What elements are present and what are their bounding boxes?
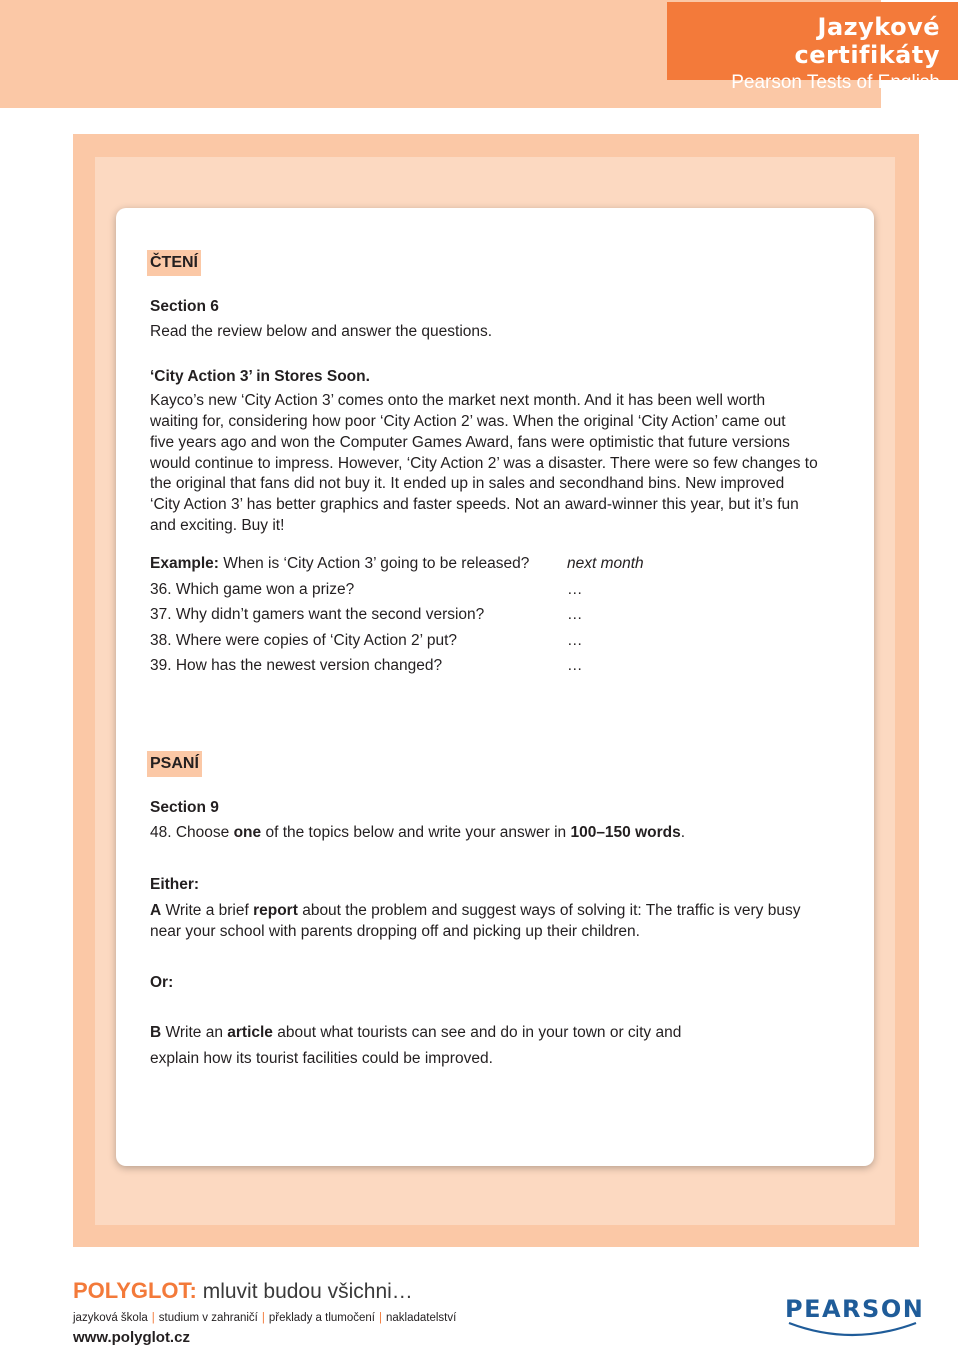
review-title: ‘City Action 3’ in Stores Soon.	[150, 368, 370, 386]
question-row	[150, 628, 850, 654]
option-b-text: Write an	[161, 1023, 228, 1041]
website-link[interactable]: www.polyglot.cz	[73, 1329, 190, 1346]
review-line: ‘City Action 3’ has better graphics and faster speeds. Not an award-winner this year, but it’s fun	[150, 496, 799, 514]
service-separator: |	[261, 1312, 265, 1324]
reading-label: ČTENÍ	[147, 250, 201, 276]
option-a-text: Write a brief	[161, 902, 254, 920]
option-a-emphasis: report	[253, 902, 298, 920]
service-item: překlady a tlumočení	[268, 1312, 375, 1324]
service-item: jazyková škola	[73, 1312, 148, 1324]
writing-task-emphasis: 100–150 words	[570, 823, 681, 841]
brand-line	[73, 1278, 413, 1305]
example-answer: next month	[567, 555, 644, 573]
option-a-letter: A	[150, 902, 162, 920]
writing-block	[150, 751, 850, 1069]
question-text: 36. Which game won a prize?	[150, 580, 355, 598]
reading-instruction: Read the review below and answer the questions.	[150, 322, 493, 340]
answer-blank: …	[567, 657, 583, 675]
or-label: Or:	[150, 974, 174, 992]
example-label: Example:	[150, 555, 219, 573]
example-question	[150, 554, 567, 575]
writing-task-emphasis: one	[233, 823, 262, 841]
question-row	[150, 654, 850, 680]
option-a-line: near your school with parents dropping off and picking up their children.	[150, 923, 640, 941]
question-row	[150, 603, 850, 629]
writing-task-text: 48. Choose	[150, 823, 234, 841]
writing-task	[150, 823, 850, 844]
answer-blank: …	[567, 631, 583, 649]
option-b-line: explain how its tourist facilities could be improved.	[150, 1049, 493, 1067]
footer	[73, 1278, 925, 1350]
polyglot-logo: POLYGLOT:	[73, 1278, 197, 1303]
question-row	[150, 577, 850, 603]
review-line: would continue to impress. However, ‘City Action 2’ was a disaster. There were so few changes to	[150, 454, 818, 472]
answer-blank: …	[567, 580, 583, 598]
writing-section-title: Section 9	[150, 799, 219, 817]
question-list	[150, 552, 850, 680]
review-line: the original that fans did not buy it. It ended up in sales and secondhand bins. New improved	[150, 475, 785, 493]
review-line: five years ago and won the Computer Games Award, fans were optimistic that future versions	[150, 433, 790, 451]
header-box	[667, 2, 958, 93]
review-line: Kayco’s new ‘City Action 3’ comes onto the market next month. And it has been well worth	[150, 392, 766, 410]
brand-slogan: mluvit budou všichni…	[202, 1280, 413, 1303]
review-text	[150, 391, 850, 537]
option-b-line	[150, 1023, 850, 1044]
question-text: 37. Why didn’t gamers want the second version?	[150, 606, 485, 624]
example-row	[150, 552, 850, 578]
header-title: Jazykové certifikáty	[794, 13, 940, 69]
content	[150, 250, 850, 1069]
option-b-emphasis: article	[227, 1023, 273, 1041]
answer-blank: …	[567, 606, 583, 624]
writing-task-text: .	[680, 823, 686, 841]
pearson-swoosh-icon	[785, 1317, 920, 1341]
pearson-logo	[785, 1287, 925, 1341]
pearson-wordmark: PEARSON	[785, 1295, 925, 1323]
writing-label: PSANÍ	[147, 751, 202, 777]
services-list	[73, 1312, 456, 1324]
service-separator: |	[151, 1312, 155, 1324]
question-text: 38. Where were copies of ‘City Action 2’ put?	[150, 631, 457, 649]
option-b-letter: B	[150, 1023, 162, 1041]
service-item: studium v zahraničí	[158, 1312, 258, 1324]
service-item: nakladatelství	[386, 1312, 457, 1324]
reading-block	[150, 250, 850, 679]
either-label: Either:	[150, 875, 200, 893]
option-a-text: about the problem and suggest ways of solving it: The traffic is very busy	[297, 902, 801, 920]
reading-section-title: Section 6	[150, 297, 219, 315]
review-line: and exciting. Buy it!	[150, 516, 285, 534]
writing-task-text: of the topics below and write your answer in	[261, 823, 571, 841]
option-b-text: about what tourists can see and do in your town or city and	[272, 1023, 682, 1041]
header-subtitle: Pearson Tests of English	[731, 72, 940, 93]
question-text: 39. How has the newest version changed?	[150, 657, 443, 675]
review-line: waiting for, considering how poor ‘City Action 2’ was. When the original ‘City Action’ came out	[150, 412, 786, 430]
example-question-text: When is ‘City Action 3’ going to be released?	[223, 555, 530, 573]
service-separator: |	[379, 1312, 382, 1324]
option-a-line	[150, 901, 850, 922]
